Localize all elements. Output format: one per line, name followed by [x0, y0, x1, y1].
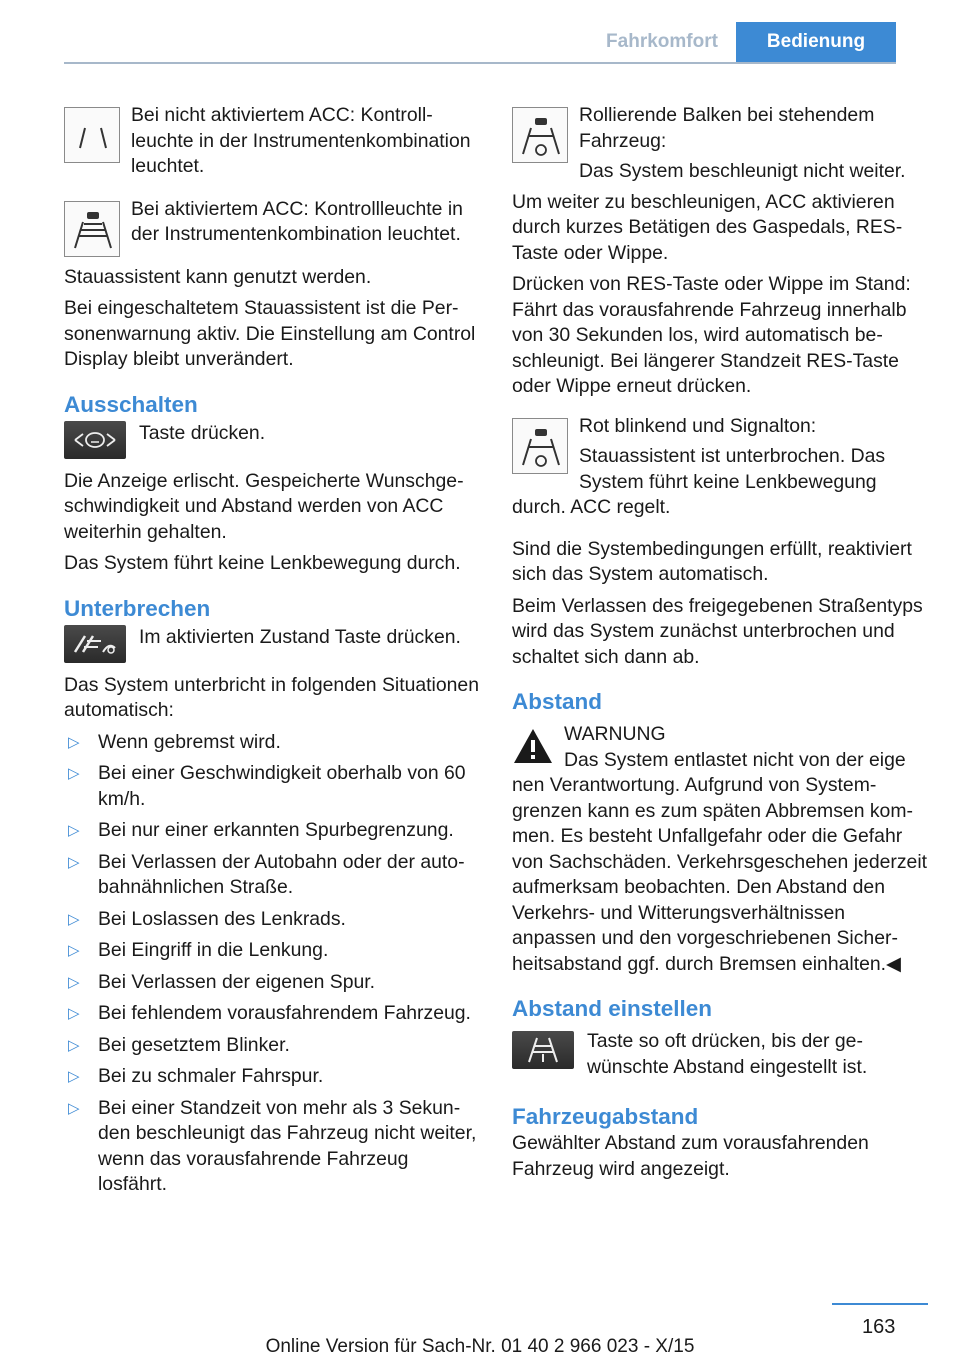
paragraph: Drücken von RES-Taste oder Wippe im Stand: Fährt das vorausfahrende Fahrzeug innerhalb von 30 Sekunden los, wird automatisch beschleunigt. Bei längerer Standzeit RES-Taste oder Wippe erneut drücken. — [512, 273, 911, 397]
set-distance-row — [512, 1029, 928, 1085]
lamp-rolling-bars-row — [512, 103, 928, 190]
paragraph: Stauassistent kann genutzt werden. — [64, 265, 372, 288]
paragraph: Bei eingeschaltetem Stauassistent ist die Personenwarnung aktiv. Die Einstellung am Control Display bleibt unverändert. — [64, 297, 476, 370]
online-version-text: Online Version für Sach-Nr. 01 40 2 966 023 - X/15 — [265, 1336, 695, 1357]
paragraph: Das System führt keine Lenkbewegung durch. — [64, 552, 461, 574]
footer-divider — [832, 1303, 928, 1305]
paragraph: Um weiter zu beschleunigen, ACC aktivieren durch kurzes Betätigen des Gaspedals, RES-Taste oder Wippe. — [512, 190, 903, 264]
lane-lines-lamp-icon — [64, 107, 120, 163]
triangle-bullet-icon: ▷ — [68, 765, 80, 782]
left-column — [64, 103, 480, 1204]
lamp-rolling-bars-detail: Das System beschleunigt nicht weiter. — [579, 160, 906, 182]
interrupt-button-row — [64, 623, 480, 663]
off-button-row — [64, 419, 480, 459]
warning-row — [512, 722, 928, 773]
triangle-bullet-icon: ▷ — [68, 910, 80, 928]
heading-abstand: Abstand — [512, 689, 602, 714]
paragraph: Sind die Systembedingungen erfüllt, reaktiviert sich das System automatisch. — [512, 537, 912, 585]
lamp-active-text: Bei aktiviertem ACC: Kontrollleuchte in der Instrumentenkombination leuchtet. — [131, 197, 463, 245]
off-button-text: Taste drücken. — [139, 421, 266, 444]
distance-button-icon — [512, 1031, 574, 1069]
triangle-bullet-icon: ▷ — [68, 942, 80, 959]
traffic-jam-assistant-lamp-icon — [64, 201, 120, 257]
heading-fahrzeugabstand: Fahrzeugabstand — [512, 1104, 699, 1129]
paragraph: Das System unterbricht in folgenden Situationen automatisch: — [64, 673, 479, 721]
lamp-inactive-row — [64, 103, 480, 185]
header-divider — [64, 62, 896, 64]
page-number: 163 — [862, 1316, 896, 1338]
warning-text: Das System entlastet nicht von der eige — [564, 748, 906, 771]
paragraph: Gewählter Abstand zum vorausfahrenden Fahrzeug wird angezeigt. — [512, 1132, 869, 1180]
list-item: ▷ Bei gesetztem Blinker. — [64, 1033, 480, 1059]
list-item: ▷ Bei Eingriff in die Lenkung. — [64, 938, 480, 964]
lamp-red-flashing-detail: Stauassistent ist unterbrochen. Das System führt keine Lenkbewegung — [579, 445, 886, 493]
list-item: ▷ Bei Verlassen der eigenen Spur. — [64, 970, 480, 996]
right-column — [512, 103, 928, 1188]
list-item: ▷ Bei einer Standzeit von mehr als 3 Sekunden beschleunigt das Fahrzeug nicht weiter, wenn das vorausfahrende Fahrzeug losfährt. — [68, 1096, 477, 1195]
triangle-bullet-icon: ▷ — [68, 733, 80, 751]
lamp-rolling-bars-text: Rollierende Balken bei stehendem Fahrzeug: — [579, 104, 875, 152]
lamp-active-row — [64, 197, 480, 257]
warning-triangle-icon — [512, 726, 554, 766]
traffic-jam-assistant-lamp-icon — [512, 418, 568, 474]
section-label: Fahrkomfort — [588, 22, 736, 62]
interrupt-situations-list — [64, 730, 480, 1198]
list-item: ▷ Bei Loslassen des Lenkrads. — [64, 907, 480, 933]
list-item: ▷ Bei einer Geschwindigkeit oberhalb von 60 km/h. — [68, 762, 466, 810]
list-item: ▷ Wenn gebremst wird. — [64, 730, 480, 756]
triangle-bullet-icon: ▷ — [68, 1068, 80, 1085]
list-item: ▷ Bei Verlassen der Autobahn oder der autobahnähnlichen Straße. — [68, 850, 465, 898]
triangle-bullet-icon: ▷ — [68, 973, 80, 991]
list-item: ▷ Bei fehlendem vorausfahrendem Fahrzeug. — [64, 1001, 480, 1027]
lamp-inactive-text: Bei nicht aktiviertem ACC: Kontrollleuchte in der Instrumentenkombination leuchtet. — [131, 104, 471, 177]
heading-unterbrechen: Unterbrechen — [64, 595, 211, 621]
warning-text-continued: nen Verantwortung. Aufgrund von Systemgrenzen kann es zum späten Abbremsen kommen. Es besteht Unfallgefahr oder die Gefahr von Sachschäden. Verkehrsgeschehen jederzeit aufmerksam beobachten. Den Abstand den Verkehrs- und Witterungsverhältnissen anpassen und den vorgeschriebenen Sicherheitsabstand ggf. durch Bremsen einhalten.◀ — [512, 774, 928, 975]
paragraph: Die Anzeige erlischt. Gespeicherte Wunschgeschwindigkeit und Abstand werden von ACC weiterhin gehalten. — [64, 469, 464, 543]
triangle-bullet-icon: ▷ — [68, 822, 80, 839]
paragraph: Beim Verlassen des freigegebenen Straßentyps wird das System zunächst unterbrochen und schaltet sich dann ab. — [512, 594, 923, 668]
page-header — [0, 22, 960, 62]
list-item: ▷ Bei nur einer erkannten Spurbegrenzung. — [64, 818, 480, 844]
warning-title: WARNUNG — [564, 723, 666, 745]
triangle-bullet-icon: ▷ — [68, 1036, 80, 1054]
interrupt-button-icon — [64, 625, 126, 663]
heading-abstand-einstellen: Abstand einstellen — [512, 996, 713, 1021]
triangle-bullet-icon: ▷ — [68, 1005, 80, 1022]
list-item: ▷ Bei zu schmaler Fahrspur. — [64, 1064, 480, 1090]
lamp-red-flashing-row — [512, 414, 928, 496]
traffic-jam-assistant-lamp-icon — [512, 107, 568, 163]
lamp-red-flashing-text: Rot blinkend und Signalton: — [579, 414, 817, 437]
chapter-label: Bedienung — [736, 22, 896, 62]
set-distance-text: Taste so oft drücken, bis der gewünschte Abstand eingestellt ist. — [587, 1030, 868, 1078]
triangle-bullet-icon: ▷ — [68, 853, 80, 871]
steering-wheel-button-icon — [64, 421, 126, 459]
triangle-bullet-icon: ▷ — [68, 1099, 80, 1117]
interrupt-button-text: Im aktivierten Zustand Taste drücken. — [139, 625, 461, 648]
paragraph: durch. ACC regelt. — [512, 496, 671, 518]
heading-ausschalten: Ausschalten — [64, 391, 198, 417]
